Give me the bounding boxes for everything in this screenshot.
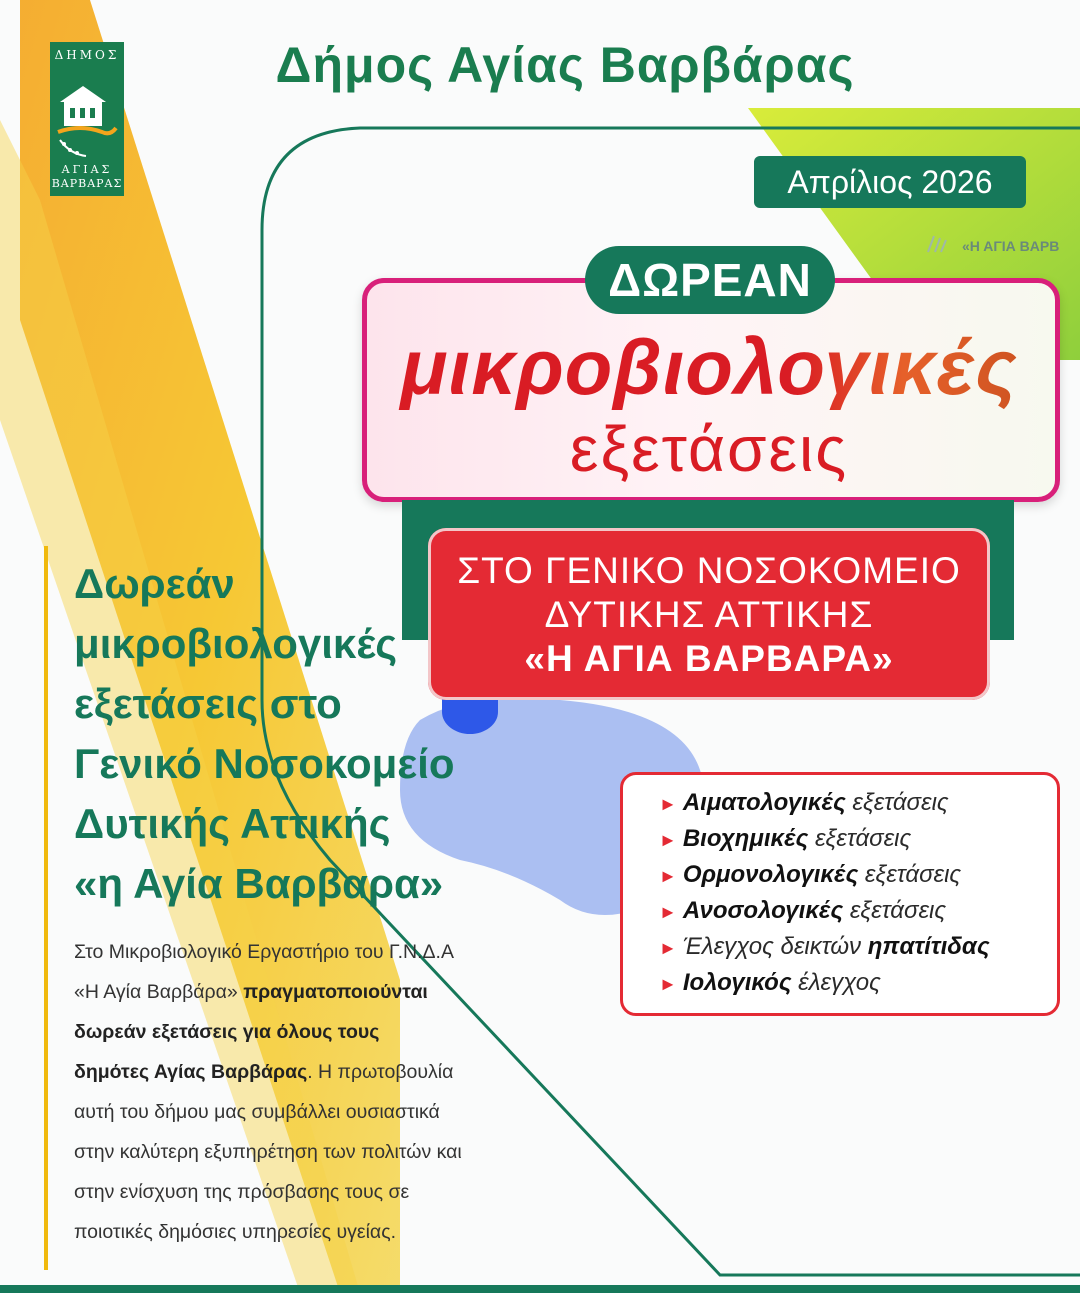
body-bold-text: πραγματοποιούνται [243,981,428,1003]
faded-logo-icon [926,232,952,254]
logo-top-text: ΔΗΜΟΣ [54,48,120,62]
article-accent-bar [44,546,48,1270]
municipality-logo [50,42,124,196]
test-suffix: εξετάσεις [845,789,949,816]
faded-caption: «Η ΑΓΙΑ ΒΑΡΒ [962,238,1060,254]
body-line: ποιοτικές δημόσιες υπηρεσίες υγείας. [74,1221,397,1243]
test-suffix: εξετάσεις [808,825,912,852]
bottom-border [0,1285,1080,1293]
heading-line: Δυτικής Αττικής [74,800,391,847]
play-arrow-icon: ► [659,902,677,922]
body-text: . Η πρωτοβουλία [307,1061,454,1083]
tests-list [620,772,1060,1016]
test-name: Βιοχημικές [682,825,809,852]
headline-sub-text: εξετάσεις [569,413,849,485]
heading-line: εξετάσεις στο [74,680,342,727]
heading-line: μικροβιολογικές [74,620,398,667]
logo-bottom-text-2: ΒΑΡΒΑΡΑΣ [51,177,123,190]
body-line: Στο Μικροβιολογικό Εργαστήριο του Γ.Ν.Δ.Α [74,941,454,963]
body-line: αυτή του δήμου μας συμβάλλει ουσιαστικά [74,1101,440,1123]
headline-main-text: μικροβιολογικές [362,322,1056,413]
free-label: ΔΩΡΕΑΝ [585,246,835,314]
test-name: Ιολογικός [682,969,792,996]
hospital-line-2: ΔΥΤΙΚΗΣ ΑΤΤΙΚΗΣ [544,594,874,635]
body-line [74,1052,534,1092]
church-emblem-icon [50,70,124,158]
body-bold-text: δωρεάν εξετάσεις για όλους τους [74,1021,380,1043]
article-heading [74,554,494,914]
list-item [659,897,946,925]
test-name: Ανοσολογικές [682,897,844,924]
test-name: Ορμονολογικές [682,861,859,888]
hospital-box [428,528,990,700]
play-arrow-icon: ► [659,974,677,994]
hospital-line-3: «Η ΑΓΙΑ ΒΑΡΒΑΡΑ» [524,638,894,679]
list-item [659,969,881,997]
body-text: «Η Αγία Βαρβάρα» [74,981,244,1003]
list-item [659,861,961,889]
play-arrow-icon: ► [659,866,677,886]
test-suffix: εξετάσεις [843,897,946,924]
play-arrow-icon: ► [659,938,677,958]
logo-bottom-text-1: ΑΓΙΑΣ [61,163,113,176]
body-bold-text: δημότες Αγίας Βαρβάρας [74,1061,308,1083]
play-arrow-icon: ► [659,794,677,814]
play-arrow-icon: ► [659,830,677,850]
list-item [659,933,990,961]
list-item [659,825,911,853]
test-suffix: εξετάσεις [858,861,962,888]
body-line [74,972,534,1012]
test-suffix: έλεγχος [791,969,881,996]
test-name: ηπατίτιδας [867,933,990,960]
heading-line: Γενικό Νοσοκομείο [74,740,455,787]
test-name: Αιματολογικές [682,789,846,816]
body-line: στην ενίσχυση της πρόσβασης τους σε [74,1181,410,1203]
heading-line: Δωρεάν [74,560,235,607]
municipality-title: Δήμος Αγίας Βαρβάρας [275,37,855,93]
list-item [659,789,949,817]
test-prefix: Έλεγχος δεικτών [682,933,868,960]
article-body [74,932,534,1252]
body-line: στην καλύτερη εξυπηρέτηση των πολιτών και [74,1141,462,1163]
heading-line: «η Αγία Βαρβαρα» [74,860,444,907]
body-line [74,1012,534,1052]
hospital-line-1: ΣΤΟ ΓΕΝΙΚΟ ΝΟΣΟΚΟΜΕΙΟ [457,550,961,591]
date-badge: Απρίλιος 2026 [754,156,1026,208]
